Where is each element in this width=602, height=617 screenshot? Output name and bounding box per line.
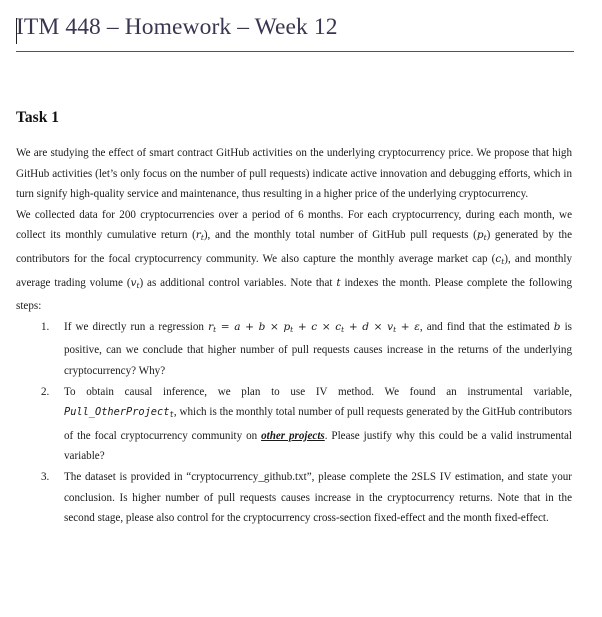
pull-var: $p_t$ <box>476 229 487 243</box>
title-divider <box>16 51 574 52</box>
coefficient-b: b <box>553 320 561 333</box>
steps-list <box>16 317 572 529</box>
volume-var: $v_t$ <box>130 276 140 290</box>
emphasis-other-projects: other projects <box>261 429 325 442</box>
list-item: 1. If we directly run a regression $r_t = a + b \times p_t + c \times c_t + d \times v_t + \varepsilon$, and find that the estimated b is positive, can we conclude that higher number of pull requests causes increase in the returns of the underlying cryptocurrency? Why? <box>16 317 572 382</box>
cap-var: $c_t$ <box>495 252 505 266</box>
step-number: 1. <box>41 320 50 333</box>
step-number: 3. <box>41 470 50 483</box>
task-body <box>16 143 572 529</box>
list-item: 2. To obtain causal inference, we plan to use IV method. We found an instrumental variable, Pull_OtherProject$_t$, which is the monthly total number of pull requests generated by the GitHub contributors of the focal cryptocurrency community on other projects. Please justify why this could be a valid instrumental variable? <box>16 382 572 467</box>
task-heading: Task 1 <box>16 109 59 126</box>
intro-paragraph-1: We are studying the effect of smart contract GitHub activities on the underlying cryptocurrency price. We propose that high GitHub activities (let’s only focus on the number of pull requests) indicate active innovation and debugging efforts, which in turn signify high-quality service and maintenance, thus resulting in a higher price of the underlying cryptocurrency. <box>16 147 572 201</box>
return-var: $r_t$ <box>195 229 204 243</box>
regression-equation: $r_t = a + b \times p_t + c \times c_t + d \times v_t + \varepsilon$ <box>208 320 420 334</box>
step-number: 2. <box>41 385 50 398</box>
list-item: 3. The dataset is provided in “cryptocurrency_github.txt”, please complete the 2SLS IV estimation, and state your conclusion. Is higher number of pull requests causes increase in the cryptocurrency returns. Note that in the second stage, please also control for the cryptocurrency cross-section fixed-effect and the month fixed-effect. <box>16 467 572 529</box>
time-index-var: t <box>336 276 341 289</box>
page-title: ITM 448 – Homework – Week 12 <box>16 14 338 40</box>
intro-paragraph-2: We collected data for 200 cryptocurrencies over a period of 6 months. For each cryptocurrency, during each month, we collect its monthly cumulative return $(r_t)$, and the monthly total number of GitHub pull requests $(p_t)$ generated by the contributors for the focal cryptocurrency community. We also capture the monthly average market cap $(c_t)$, and monthly average trading volume $(v_t)$ as additional control variables. Note that t indexes the month. Please complete the following steps: <box>16 208 572 313</box>
instrument-variable: Pull_OtherProject$_t$ <box>64 406 174 420</box>
